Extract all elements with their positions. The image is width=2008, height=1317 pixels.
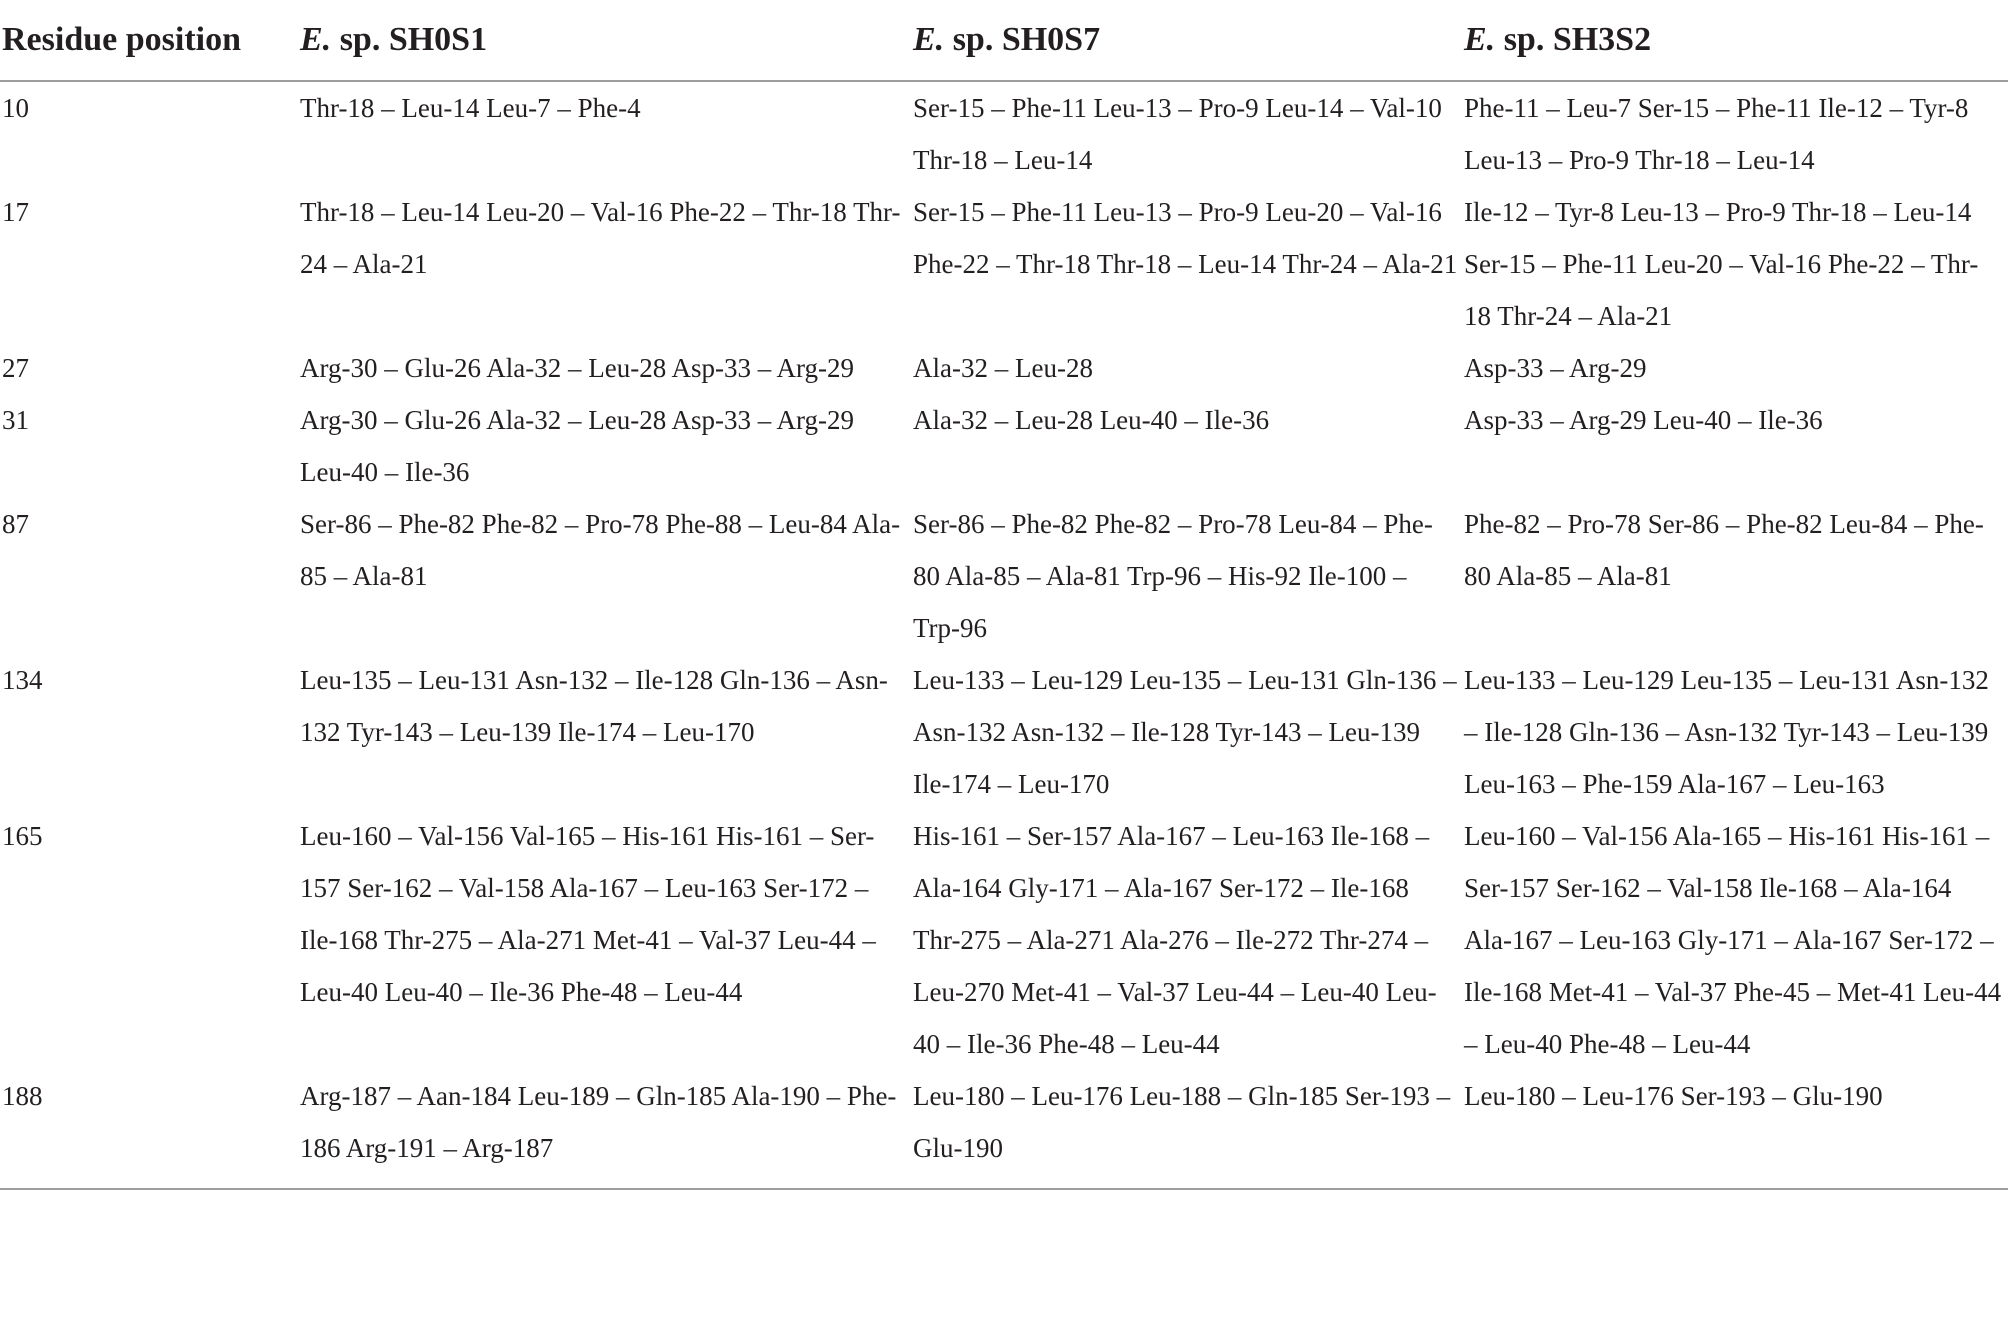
cell-sh0s7: Ser-86 – Phe-82 Phe-82 – Pro-78 Leu-84 – Phe-80 Ala-85 – Ala-81 Trp-96 – His-92 Ile-100 – Trp-96 <box>913 509 1433 643</box>
cell-sh3s2: Leu-160 – Val-156 Ala-165 – His-161 His-161 – Ser-157 Ser-162 – Val-158 Ile-168 – Ala-164 Ala-167 – Leu-163 Gly-171 – Ala-167 Ser-172 – Ile-168 Met-41 – Val-37 Phe-45 – Met-41 Leu-44 – Leu-40 Phe-48 – Leu-44 <box>1464 821 2002 1059</box>
header-sh3s2 <box>1464 0 2008 81</box>
table-row <box>0 342 2008 394</box>
cell-sh3s2: Phe-82 – Pro-78 Ser-86 – Phe-82 Leu-84 – Phe-80 Ala-85 – Ala-81 <box>1464 509 1984 591</box>
cell-sh0s1: Thr-18 – Leu-14 Leu-20 – Val-16 Phe-22 – Thr-18 Thr-24 – Ala-21 <box>300 197 901 279</box>
header-label: sp. SH0S7 <box>944 21 1101 58</box>
table-row <box>0 1070 2008 1189</box>
table-row <box>0 81 2008 186</box>
cell-sh3s2: Leu-133 – Leu-129 Leu-135 – Leu-131 Asn-132 – Ile-128 Gln-136 – Asn-132 Tyr-143 – Leu-139 Leu-163 – Phe-159 Ala-167 – Leu-163 <box>1464 665 1989 799</box>
cell-sh0s1: Arg-187 – Aan-184 Leu-189 – Gln-185 Ala-190 – Phe-186 Arg-191 – Arg-187 <box>300 1070 913 1189</box>
header-label: sp. SH3S2 <box>1495 21 1652 58</box>
header-sh0s1 <box>300 0 913 81</box>
cell-sh0s7: Leu-133 – Leu-129 Leu-135 – Leu-131 Gln-136 – Asn-132 Asn-132 – Ile-128 Tyr-143 – Leu-139 Ile-174 – Leu-170 <box>913 665 1457 799</box>
cell-position: 188 <box>0 1070 300 1189</box>
header-residue-position <box>0 0 300 81</box>
cell-sh0s1: Leu-135 – Leu-131 Asn-132 – Ile-128 Gln-136 – Asn-132 Tyr-143 – Leu-139 Ile-174 – Leu-170 <box>300 665 888 747</box>
cell-position: 134 <box>2 665 43 695</box>
table-row <box>0 810 2008 1070</box>
cell-position: 165 <box>2 821 43 851</box>
table-row <box>0 394 2008 498</box>
cell-sh3s2: Asp-33 – Arg-29 Leu-40 – Ile-36 <box>1464 405 1823 435</box>
cell-sh3s2: Asp-33 – Arg-29 <box>1464 353 1647 383</box>
cell-sh3s2: Leu-180 – Leu-176 Ser-193 – Glu-190 <box>1464 1070 2008 1189</box>
species-abbrev: E. <box>300 21 332 58</box>
table-row <box>0 498 2008 654</box>
table-row <box>0 186 2008 342</box>
table-body <box>0 81 2008 1189</box>
species-abbrev: E. <box>1464 21 1496 58</box>
cell-sh0s1: Arg-30 – Glu-26 Ala-32 – Leu-28 Asp-33 – Arg-29 <box>300 353 854 383</box>
cell-sh0s1: Arg-30 – Glu-26 Ala-32 – Leu-28 Asp-33 – Arg-29 Leu-40 – Ile-36 <box>300 405 854 487</box>
header-label: Residue position <box>2 21 241 58</box>
cell-sh0s7: Ser-15 – Phe-11 Leu-13 – Pro-9 Leu-20 – Val-16 Phe-22 – Thr-18 Thr-18 – Leu-14 Thr-24 – Ala-21 <box>913 197 1458 279</box>
cell-position: 87 <box>2 509 29 539</box>
cell-position: 10 <box>2 93 29 123</box>
cell-sh0s7: Ala-32 – Leu-28 Leu-40 – Ile-36 <box>913 405 1270 435</box>
cell-sh3s2: Phe-11 – Leu-7 Ser-15 – Phe-11 Ile-12 – Tyr-8 Leu-13 – Pro-9 Thr-18 – Leu-14 <box>1464 93 1969 175</box>
cell-sh0s7: Leu-180 – Leu-176 Leu-188 – Gln-185 Ser-193 – Glu-190 <box>913 1070 1464 1189</box>
cell-position: 17 <box>2 197 29 227</box>
cell-sh0s7: Ser-15 – Phe-11 Leu-13 – Pro-9 Leu-14 – Val-10 Thr-18 – Leu-14 <box>913 93 1442 175</box>
cell-sh0s7: Ala-32 – Leu-28 <box>913 353 1093 383</box>
table-header <box>0 0 2008 81</box>
cell-sh3s2: Ile-12 – Tyr-8 Leu-13 – Pro-9 Thr-18 – Leu-14 Ser-15 – Phe-11 Leu-20 – Val-16 Phe-22 – Thr-18 Thr-24 – Ala-21 <box>1464 197 1979 331</box>
cell-sh0s7: His-161 – Ser-157 Ala-167 – Leu-163 Ile-168 – Ala-164 Gly-171 – Ala-167 Ser-172 – Ile-168 Thr-275 – Ala-271 Ala-276 – Ile-272 Thr-274 – Leu-270 Met-41 – Val-37 Leu-44 – Leu-40 Leu-40 – Ile-36 Phe-48 – Leu-44 <box>913 821 1437 1059</box>
cell-sh0s1: Leu-160 – Val-156 Val-165 – His-161 His-161 – Ser-157 Ser-162 – Val-158 Ala-167 – Leu-163 Ser-172 – Ile-168 Thr-275 – Ala-271 Met-41 – Val-37 Leu-44 – Leu-40 Leu-40 – Ile-36 Phe-48 – Leu-44 <box>300 821 876 1007</box>
header-label: sp. SH0S1 <box>331 21 488 58</box>
cell-position: 31 <box>2 405 29 435</box>
cell-sh0s1: Thr-18 – Leu-14 Leu-7 – Phe-4 <box>300 93 641 123</box>
species-abbrev: E. <box>913 21 945 58</box>
cell-sh0s1: Ser-86 – Phe-82 Phe-82 – Pro-78 Phe-88 – Leu-84 Ala-85 – Ala-81 <box>300 509 901 591</box>
table-row <box>0 654 2008 810</box>
cell-position: 27 <box>2 353 29 383</box>
header-row <box>0 0 2008 81</box>
header-sh0s7 <box>913 0 1464 81</box>
